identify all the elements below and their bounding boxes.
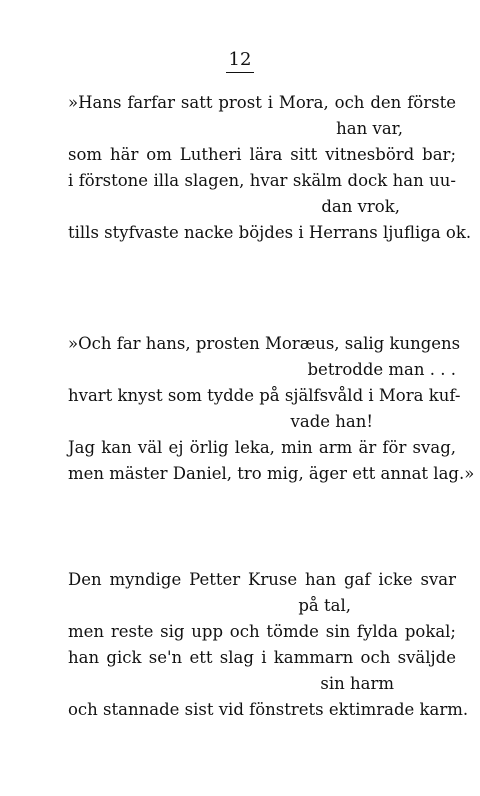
verse-line-continuation: dan vrok, — [321, 197, 400, 216]
verse-line-continuation: han var, — [336, 119, 403, 138]
stanza-1 — [68, 90, 472, 246]
verse-line: men reste sig upp och tömde sin fylda pokal; — [68, 622, 456, 641]
verse-line: »Och far hans, prosten Moræus, salig kungens — [68, 334, 461, 353]
verse-line-continuation: vade han! — [290, 412, 373, 431]
verse-line: tills styfvaste nacke böjdes i Herrans ljufliga ok. — [68, 223, 472, 242]
verse-line: han gick se'n ett slag i kammarn och sväljde — [68, 648, 456, 667]
stanza-2 — [68, 331, 475, 487]
verse-line: Jag kan väl ej örlig leka, min arm är för svag, — [68, 438, 456, 457]
verse-line-continuation: på tal, — [298, 596, 351, 615]
page-number — [0, 50, 480, 73]
verse-line: men mäster Daniel, tro mig, äger ett annat lag.» — [68, 464, 475, 483]
verse-line: i förstone illa slagen, hvar skälm dock han uu- — [68, 171, 456, 190]
verse-line: Den myndige Petter Kruse han gaf icke svar — [68, 570, 456, 589]
verse-line: och stannade sist vid fönstrets ektimrade karm. — [68, 700, 469, 719]
verse-line-continuation: sin harm — [320, 674, 394, 693]
page-number-text: 12 — [226, 50, 255, 73]
verse-line: »Hans farfar satt prost i Mora, och den förste — [68, 93, 456, 112]
stanza-3 — [68, 567, 469, 723]
verse-line: hvart knyst som tydde på själfsvåld i Mora kuf- — [68, 386, 461, 405]
verse-line-continuation: betrodde man . . . — [307, 360, 456, 379]
verse-line: som här om Lutheri lära sitt vitnesbörd bar; — [68, 145, 456, 164]
